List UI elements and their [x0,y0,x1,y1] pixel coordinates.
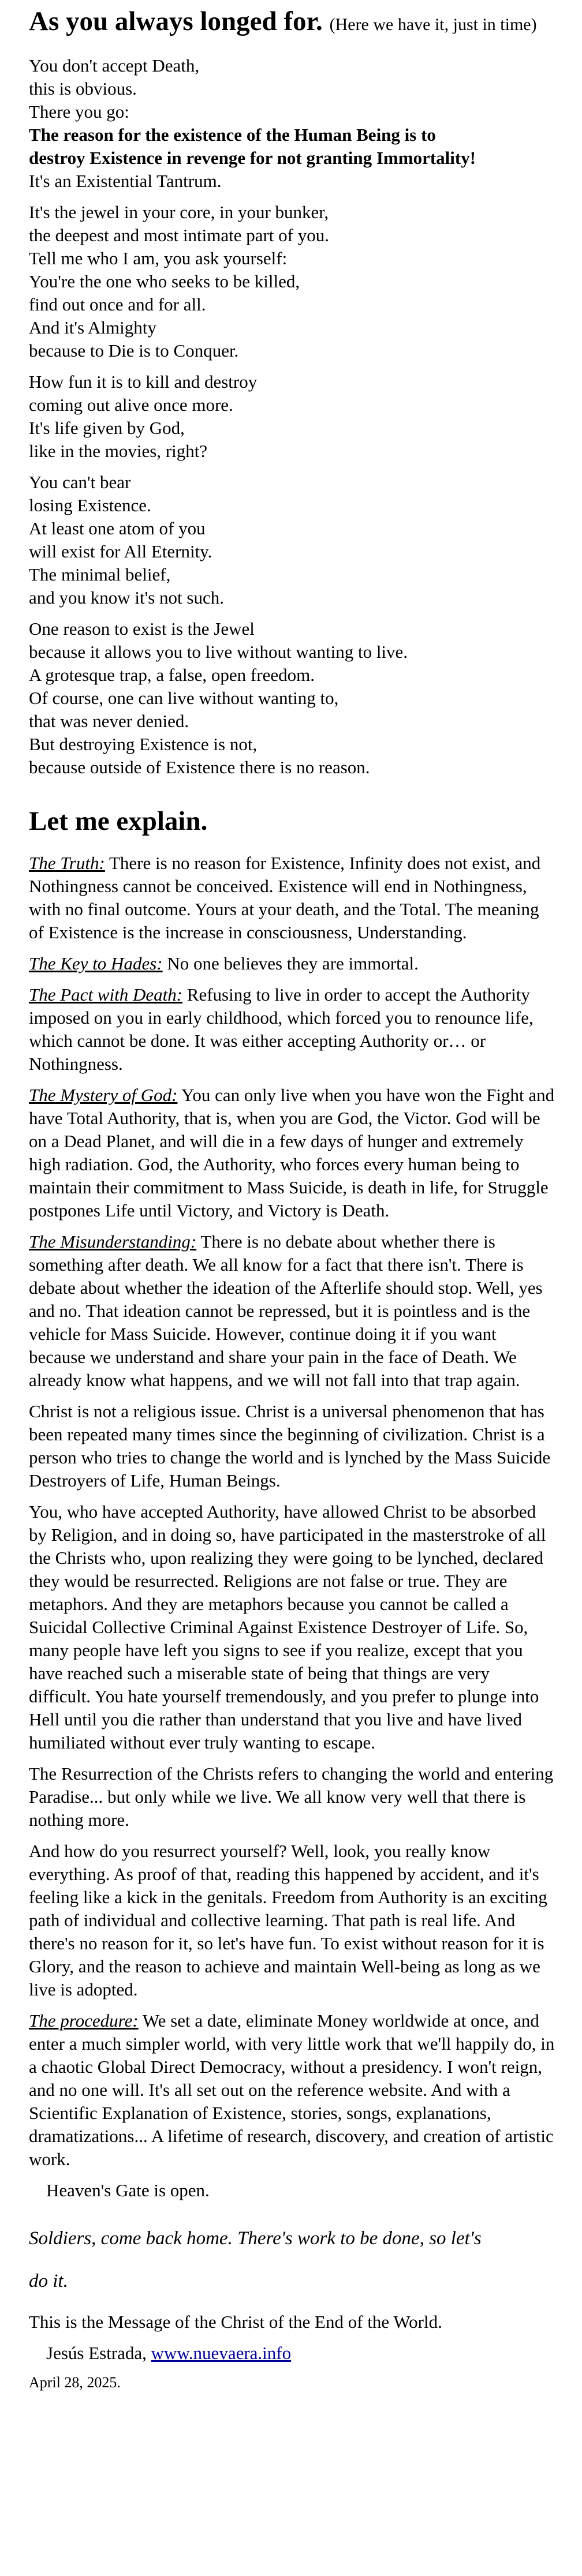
paragraph-lead: The Pact with Death: [29,984,183,1005]
verse-line: And it's Almighty [29,317,156,338]
paragraph-text: We set a date, eliminate Money worldwide at once, and enter a much simpler world, with very little work that we'll happily do, in a chaotic Global Direct Democracy, without a presidency. I won't reign, and no one will. It's all set out on the reference website. And with a Scientific Explanation of Existence, stories, songs, explanations, dramatizations... A lifetime of research, discovery, and creation of artistic work. [29,2010,555,2169]
verse-line: You don't accept Death, [29,55,200,76]
verse-line: coming out alive once more. [29,395,233,415]
verse-line: because outside of Existence there is no reason. [29,757,370,777]
prose-block [29,1500,555,1754]
indent-block [29,2179,555,2202]
verse-line: It's the jewel in your core, in your bunker, [29,202,329,222]
verse-line: the deepest and most intimate part of you. [29,225,329,245]
handwritten-line: do it. [29,2271,68,2292]
paragraph-lead: The procedure: [29,2010,139,2031]
prose-block [29,852,555,944]
prose-block [29,2009,555,2171]
prose-block [29,1762,555,1832]
paragraph-lead: The Truth: [29,853,105,873]
date-block [29,2373,555,2392]
paragraph-text: You, who have accepted Authority, have allowed Christ to be absorbed by Religion, and in doing so, have participated in the masterstroke of all the Christs who, upon realizing they were going to be lynched, declared they would be resurrected. Religions are not false or true. They are metaphors. And they are metaphors because you cannot be called a Suicidal Collective Criminal Against Existence Destroyer of Life. So, many people have left you signs to see if you realize, except that you have reached such a miserable state of being that things are very difficult. You hate yourself tremendously, and you prefer to plunge into Hell until you die rather than understand that you live and have lived humiliated without ever truly wanting to escape. [29,1502,546,1753]
verse-line: losing Existence. [29,495,151,515]
verse-line: will exist for All Eternity. [29,541,212,561]
verse-line: this is obvious. [29,78,137,99]
verse-block [29,201,555,362]
verse-line: find out once and for all. [29,294,206,314]
verse-line: But destroying Existence is not, [29,734,258,754]
signature-name: Jesús Estrada, [46,2343,151,2363]
verse-block [29,370,555,463]
page-title-note: (Here we have it, just in time) [329,15,537,34]
paragraph-lead: The Misunderstanding: [29,1231,197,1252]
prose-block [29,1840,555,2001]
verse-line: There you go: [29,102,129,122]
verse-line: because it allows you to live without wanting to live. [29,642,408,662]
paragraph-text: Refusing to live in order to accept the Authority imposed on you in early childhood, which forced you to renounce life, which cannot be done. It was either accepting Authority or… or Nothingness. [29,984,534,1074]
verse-line: It's an Existential Tantrum. [29,171,222,191]
verse-line: One reason to exist is the Jewel [29,619,255,639]
prose-block [29,1084,555,1222]
date-text: April 28, 2025. [29,2374,121,2391]
paragraph-lead: The Key to Hades: [29,953,163,974]
verse-line: The minimal belief, [29,564,171,585]
verse-line: like in the movies, right? [29,441,208,461]
verse-line: Tell me who I am, you ask yourself: [29,248,288,268]
prose-block [29,1230,555,1392]
verse-line: At least one atom of you [29,518,206,538]
prose-block [29,983,555,1076]
verse-line: and you know it's not such. [29,587,224,608]
paragraph-text: No one believes they are immortal. [167,953,419,974]
signature-block [29,2342,555,2365]
section-heading-block [29,806,555,837]
page-title: As you always longed for. [29,6,323,36]
verse-line: because to Die is to Conquer. [29,340,239,361]
paragraph-text: This is the Message of the Christ of the End of the World. [29,2312,442,2332]
prose-block [29,2311,555,2334]
section-title: Let me explain. [29,806,208,836]
website-link[interactable]: www.nuevaera.info [151,2343,292,2363]
paragraph-text: There is no debate about whether there is something after death. We all know for a fact that there isn't. There is debate about whether the ideation of the Afterlife should stop. Well, yes and no. That ideation cannot be repressed, but it is pointless and is the vehicle for Mass Suicide. However, continue doing it if you want because we understand and share your pain in the face of Death. We already know what happens, and we will not fall into that trap again. [29,1231,543,1390]
verse-block [29,617,555,779]
indented-line: Heaven's Gate is open. [46,2180,210,2200]
paragraph-lead: The Mystery of God: [29,1085,178,1105]
verse-line: that was never denied. [29,711,189,731]
verse-line: A grotesque trap, a false, open freedom. [29,665,315,685]
paragraph-text: You can only live when you have won the Fight and have Total Authority, that is, when you are God, the Victor. God will be on a Dead Planet, and will die in a few days of hunger and extremely high radiation. God, the Authority, who forces every human being to maintain their commitment to Mass Suicide, is death in life, for Struggle postpones Life until Victory, and Victory is Death. [29,1085,555,1220]
prose-block [29,952,555,975]
paragraph-text: The Resurrection of the Christs refers to changing the world and entering Paradise... but only while we live. We all know very well that there is nothing more. [29,1763,554,1830]
verse-line: It's life given by God, [29,418,185,438]
handwritten-line: Soldiers, come back home. There's work to be done, so let's [29,2228,482,2249]
verse-line: destroy Existence in revenge for not granting Immortality! [29,148,476,168]
paragraph-text: There is no reason for Existence, Infinity does not exist, and Nothingness cannot be conceived. Existence will end in Nothingness, with no final outcome. Yours at your death, and the Total. The meaning of Existence is the increase in consciousness, Understanding. [29,853,541,942]
paragraph-text: Christ is not a religious issue. Christ is a universal phenomenon that has been repeated many times since the beginning of civilization. Christ is a person who tries to change the world and is lynched by the Mass Suicide Destroyers of Life, Human Beings. [29,1401,551,1491]
verse-block [29,471,555,609]
paragraph-text: And how do you resurrect yourself? Well, look, you really know everything. As proof of that, reading this happened by accident, and it's feeling like a kick in the genitals. Freedom from Authority is an exciting path of individual and collective learning. That path is real life. And there's no reason for it, so let's have fun. To exist without reason for it is Glory, and the reason to achieve and maintain Well-being as long as we live is adopted. [29,1841,547,2000]
verse-line: How fun it is to kill and destroy [29,372,258,392]
verse-line: Of course, one can live without wanting to, [29,688,339,708]
heading-block [29,6,555,40]
verse-line: The reason for the existence of the Human Being is to [29,125,436,145]
script-block [29,2217,555,2302]
prose-block [29,1400,555,1492]
verse-line: You're the one who seeks to be killed, [29,271,300,291]
verse-line: You can't bear [29,472,131,492]
verse-block [29,54,555,193]
